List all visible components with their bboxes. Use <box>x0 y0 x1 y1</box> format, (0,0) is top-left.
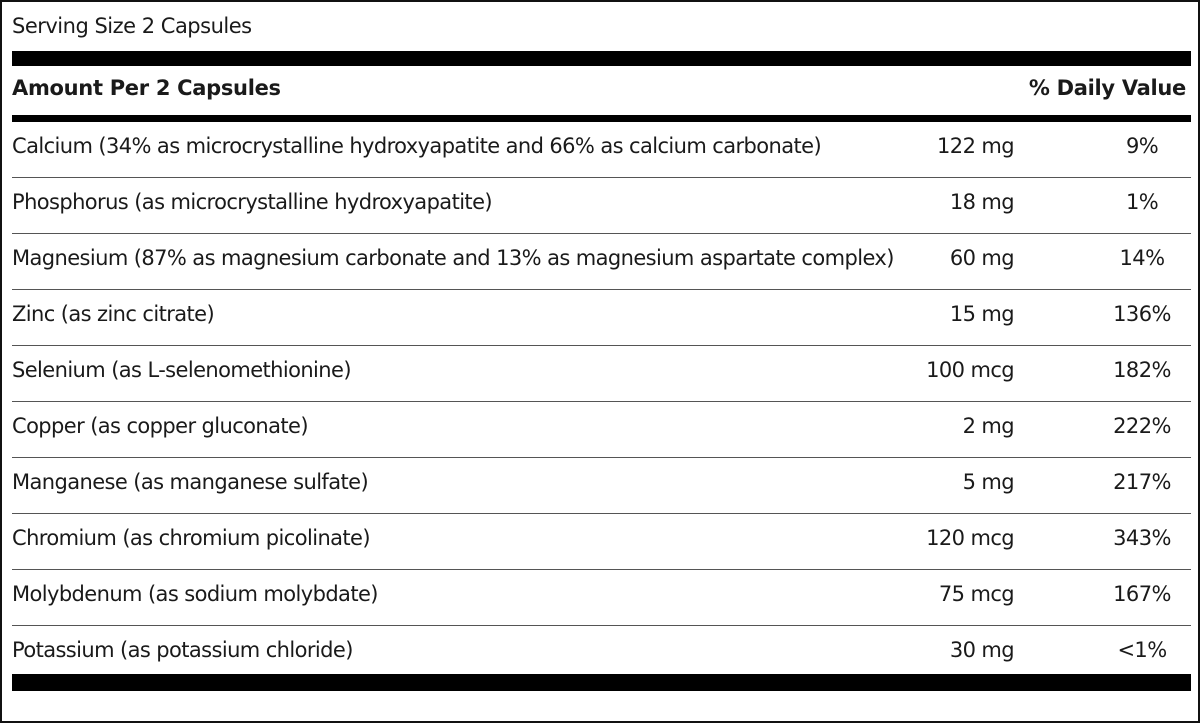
nutrient-daily-value: 9% <box>1125 134 1159 158</box>
nutrient-daily-value: <1% <box>1117 638 1167 662</box>
nutrient-amount: 2 mg <box>962 414 1014 438</box>
nutrient-daily-value: 14% <box>1119 246 1165 270</box>
table-row <box>12 402 1191 458</box>
table-header <box>12 76 1186 106</box>
nutrient-amount: 60 mg <box>949 246 1014 270</box>
nutrient-name: Calcium (34% as microcrystalline hydroxyapatite and 66% as calcium carbonate) <box>12 134 822 158</box>
nutrient-name: Selenium (as L-selenomethionine) <box>12 358 351 382</box>
table-row <box>12 122 1191 178</box>
thick-divider-top <box>12 51 1191 66</box>
nutrient-daily-value: 222% <box>1113 414 1171 438</box>
nutrient-name: Zinc (as zinc citrate) <box>12 302 215 326</box>
nutrient-name: Phosphorus (as microcrystalline hydroxyapatite) <box>12 190 492 214</box>
table-row <box>12 570 1191 626</box>
nutrient-name: Molybdenum (as sodium molybdate) <box>12 582 378 606</box>
medium-divider <box>12 115 1191 122</box>
nutrient-daily-value: 217% <box>1113 470 1171 494</box>
nutrient-amount: 5 mg <box>962 470 1014 494</box>
nutrient-daily-value: 167% <box>1113 582 1171 606</box>
nutrient-name: Magnesium (87% as magnesium carbonate and 13% as magnesium aspartate complex) <box>12 246 894 270</box>
nutrient-daily-value: 182% <box>1113 358 1171 382</box>
nutrient-daily-value: 343% <box>1113 526 1171 550</box>
nutrient-name: Manganese (as manganese sulfate) <box>12 470 369 494</box>
nutrient-table <box>12 122 1191 681</box>
amount-per-header: Amount Per 2 Capsules <box>12 76 281 100</box>
nutrient-amount: 122 mg <box>937 134 1014 158</box>
table-row <box>12 178 1191 234</box>
table-row <box>12 234 1191 290</box>
serving-size: Serving Size 2 Capsules <box>12 14 252 38</box>
nutrient-amount: 100 mcg <box>926 358 1014 382</box>
thick-divider-bottom <box>12 674 1191 691</box>
nutrient-name: Copper (as copper gluconate) <box>12 414 308 438</box>
nutrient-amount: 75 mcg <box>938 582 1014 606</box>
table-row <box>12 514 1191 570</box>
nutrient-amount: 120 mcg <box>926 526 1014 550</box>
nutrient-daily-value: 1% <box>1125 190 1159 214</box>
table-row <box>12 346 1191 402</box>
nutrient-amount: 30 mg <box>949 638 1014 662</box>
nutrient-daily-value: 136% <box>1113 302 1171 326</box>
daily-value-header: % Daily Value <box>1028 76 1186 100</box>
nutrient-name: Potassium (as potassium chloride) <box>12 638 353 662</box>
table-row <box>12 626 1191 681</box>
table-row <box>12 458 1191 514</box>
nutrient-name: Chromium (as chromium picolinate) <box>12 526 370 550</box>
table-row <box>12 290 1191 346</box>
nutrient-amount: 18 mg <box>949 190 1014 214</box>
nutrient-amount: 15 mg <box>949 302 1014 326</box>
